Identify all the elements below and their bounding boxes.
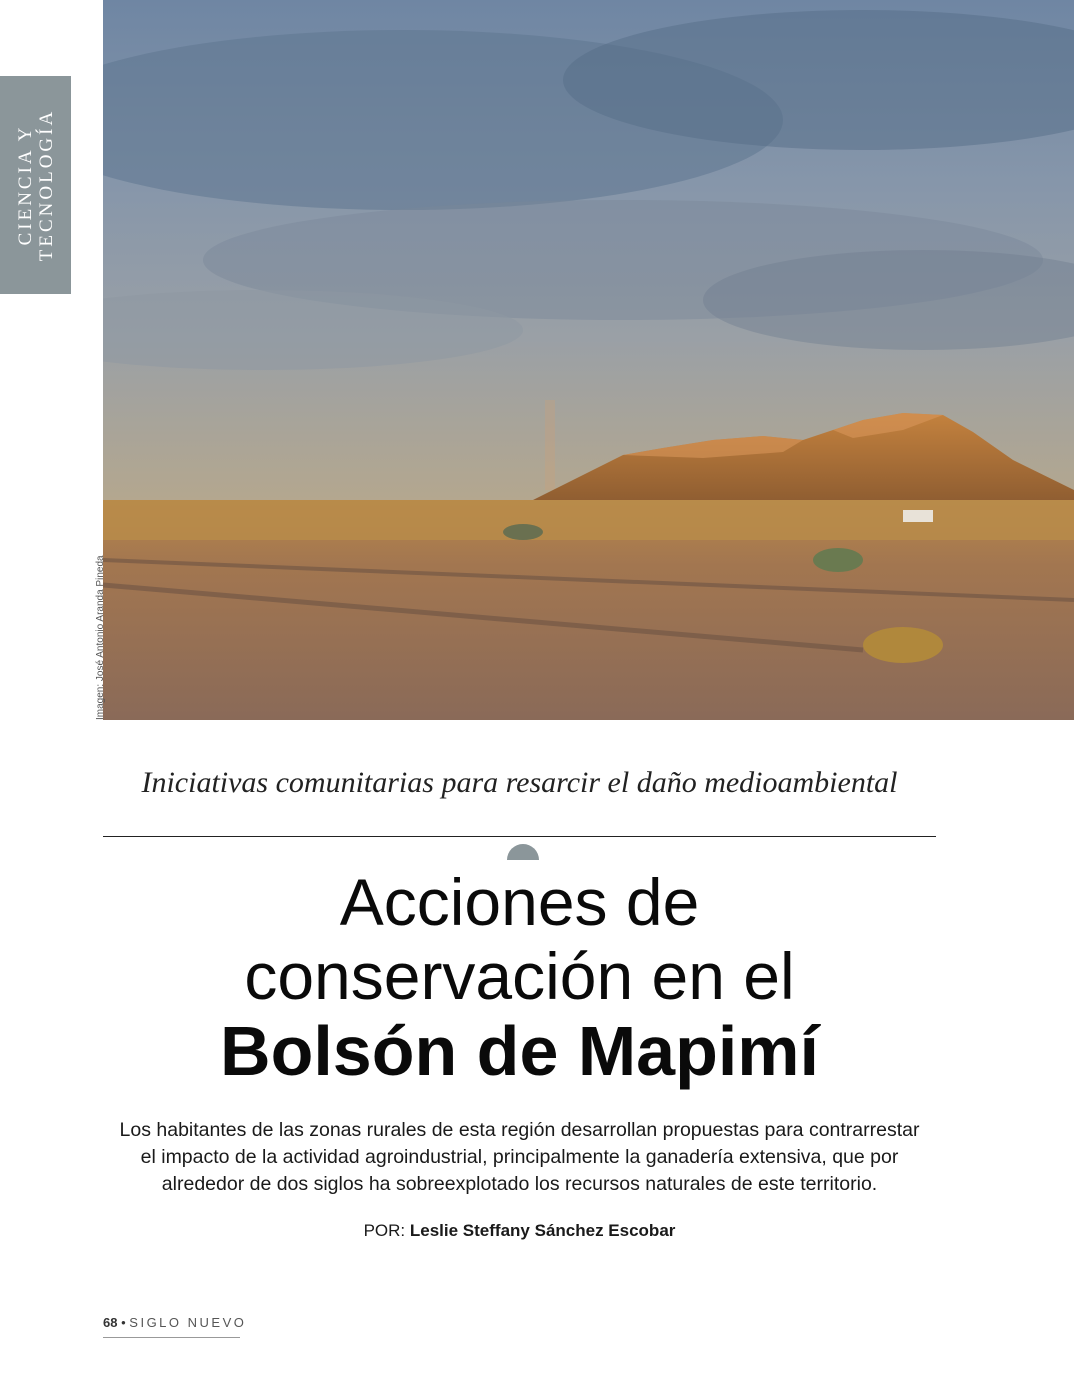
section-tab: [0, 76, 71, 294]
folio-rule: [103, 1337, 240, 1338]
kicker-subtitle: Iniciativas comunitarias para resarcir el daño medioambiental: [141, 766, 898, 799]
folio-separator: •: [121, 1315, 126, 1330]
article-headline: [103, 865, 936, 1089]
divider-rule: [103, 836, 936, 837]
page-number: 68: [103, 1315, 118, 1330]
magazine-name: SIGLO NUEVO: [129, 1315, 247, 1330]
desert-landscape-image: [103, 0, 1074, 720]
divider-ornament: [507, 844, 539, 860]
headline-line-2: conservación en el: [244, 939, 795, 1013]
byline-prefix: POR:: [363, 1221, 406, 1240]
article-standfirst: Los habitantes de las zonas rurales de esta región desarrollan propuestas para contrarrestar el impacto de la actividad agroindustrial, principalmente la ganadería extensiva, que por alrededor de dos siglos ha sobreexplotado los recursos naturales de este territorio.: [119, 1119, 920, 1195]
photo-credit: Imagen: José Antonio Aranda Pineda: [95, 555, 106, 720]
headline-line-3: Bolsón de Mapimí: [220, 1012, 819, 1090]
section-label: CIENCIA Y TECNOLOGÍA: [14, 108, 57, 262]
byline-author: Leslie Steffany Sánchez Escobar: [409, 1221, 676, 1240]
byline: [103, 1221, 936, 1241]
page-folio: [103, 1315, 246, 1330]
cover-photo: [103, 0, 1074, 720]
headline-line-1: Acciones de: [339, 865, 700, 939]
